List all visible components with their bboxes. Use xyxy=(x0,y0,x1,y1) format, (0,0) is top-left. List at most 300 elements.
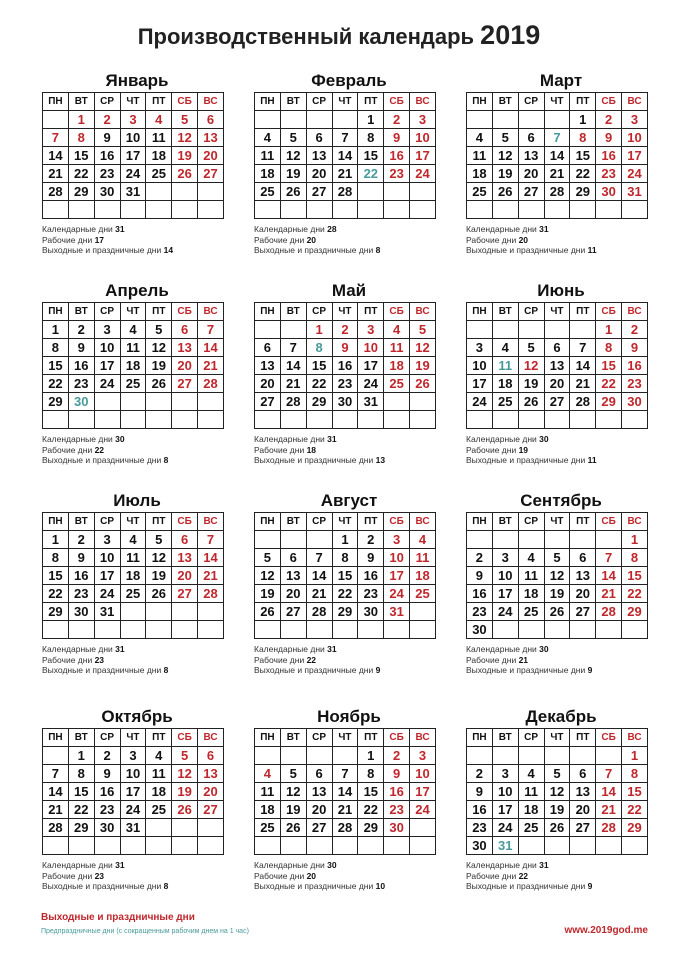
day-cell: 1 xyxy=(332,531,358,549)
day-cell: 15 xyxy=(596,357,622,375)
weekday-header: ВС xyxy=(410,729,436,747)
day-cell: 31 xyxy=(94,603,120,621)
day-cell: 26 xyxy=(146,375,172,393)
empty-cell xyxy=(94,393,120,411)
day-cell: 13 xyxy=(570,783,596,801)
day-cell: 8 xyxy=(68,765,94,783)
weekday-header: СР xyxy=(518,303,544,321)
day-cell: 18 xyxy=(146,147,172,165)
stat-value: 22 xyxy=(94,444,105,455)
stat-line xyxy=(466,644,656,655)
empty-cell xyxy=(622,201,648,219)
day-cell: 25 xyxy=(518,603,544,621)
day-cell: 24 xyxy=(467,393,493,411)
empty-cell xyxy=(467,321,493,339)
day-cell: 9 xyxy=(68,339,94,357)
day-cell: 7 xyxy=(198,321,224,339)
day-cell: 15 xyxy=(306,357,332,375)
empty-cell xyxy=(544,111,570,129)
month-block xyxy=(254,280,444,466)
day-cell: 30 xyxy=(622,393,648,411)
day-cell: 7 xyxy=(43,765,69,783)
empty-cell xyxy=(43,837,69,855)
month-grid xyxy=(254,92,436,219)
empty-cell xyxy=(43,411,69,429)
weekday-header: СР xyxy=(94,303,120,321)
day-cell: 14 xyxy=(544,147,570,165)
empty-cell xyxy=(255,321,281,339)
empty-cell xyxy=(332,621,358,639)
day-cell: 29 xyxy=(68,819,94,837)
day-cell: 22 xyxy=(43,585,69,603)
day-cell: 19 xyxy=(280,165,306,183)
day-cell: 23 xyxy=(68,585,94,603)
day-cell: 16 xyxy=(94,147,120,165)
month-grid xyxy=(254,512,436,639)
empty-cell xyxy=(596,411,622,429)
day-cell: 14 xyxy=(332,147,358,165)
day-cell: 2 xyxy=(467,549,493,567)
empty-cell xyxy=(622,837,648,855)
day-cell: 1 xyxy=(570,111,596,129)
day-cell: 29 xyxy=(43,393,69,411)
day-cell: 18 xyxy=(120,357,146,375)
weekday-header: ВТ xyxy=(492,513,518,531)
day-cell: 5 xyxy=(255,549,281,567)
legend xyxy=(41,912,249,935)
page-title xyxy=(0,20,678,51)
weekday-header: СБ xyxy=(384,93,410,111)
day-cell: 1 xyxy=(596,321,622,339)
day-cell: 15 xyxy=(358,783,384,801)
day-cell: 23 xyxy=(467,603,493,621)
day-cell: 22 xyxy=(358,801,384,819)
weekday-header: ЧТ xyxy=(120,513,146,531)
day-cell: 11 xyxy=(120,339,146,357)
weekday-header: ВС xyxy=(410,513,436,531)
stat-value: 20 xyxy=(518,234,529,245)
day-cell: 20 xyxy=(570,801,596,819)
month-block xyxy=(466,280,656,466)
empty-cell xyxy=(306,747,332,765)
day-cell: 23 xyxy=(94,165,120,183)
stat-label: Рабочие дни xyxy=(254,444,305,455)
empty-cell xyxy=(255,111,281,129)
weekday-header: ПН xyxy=(43,513,69,531)
day-cell: 31 xyxy=(622,183,648,201)
weekday-header: ВТ xyxy=(280,303,306,321)
day-cell: 16 xyxy=(332,357,358,375)
day-cell: 23 xyxy=(94,801,120,819)
weekday-header: ЧТ xyxy=(332,93,358,111)
stat-value: 8 xyxy=(375,245,381,255)
day-cell: 1 xyxy=(306,321,332,339)
day-cell: 2 xyxy=(622,321,648,339)
day-cell: 28 xyxy=(198,585,224,603)
day-cell: 19 xyxy=(146,567,172,585)
day-cell: 16 xyxy=(622,357,648,375)
day-cell: 6 xyxy=(306,765,332,783)
month-grid xyxy=(466,92,648,219)
day-cell: 8 xyxy=(622,765,648,783)
weekday-header: ВТ xyxy=(280,93,306,111)
stat-label: Календарные дни xyxy=(254,224,325,234)
day-cell: 19 xyxy=(172,783,198,801)
day-cell: 26 xyxy=(410,375,436,393)
empty-cell xyxy=(198,837,224,855)
day-cell: 18 xyxy=(467,165,493,183)
day-cell: 10 xyxy=(410,129,436,147)
month-name: Март xyxy=(539,71,583,90)
day-cell: 21 xyxy=(43,801,69,819)
month-block xyxy=(254,490,444,676)
day-cell: 19 xyxy=(410,357,436,375)
day-cell: 24 xyxy=(410,165,436,183)
day-cell: 7 xyxy=(596,765,622,783)
empty-cell xyxy=(358,411,384,429)
day-cell: 6 xyxy=(518,129,544,147)
day-cell: 10 xyxy=(467,357,493,375)
stat-label: Календарные дни xyxy=(254,434,325,444)
day-cell: 16 xyxy=(384,783,410,801)
stat-value: 17 xyxy=(94,234,105,245)
day-cell: 15 xyxy=(622,567,648,585)
weekday-header: ПТ xyxy=(570,729,596,747)
empty-cell xyxy=(146,183,172,201)
day-cell: 16 xyxy=(358,567,384,585)
stat-label: Календарные дни xyxy=(42,860,113,870)
month-name: Сентябрь xyxy=(520,491,602,510)
weekday-header: ВТ xyxy=(280,513,306,531)
weekday-header: ВТ xyxy=(492,729,518,747)
day-cell: 9 xyxy=(94,765,120,783)
stat-line xyxy=(254,871,444,882)
empty-cell xyxy=(94,411,120,429)
day-cell: 5 xyxy=(280,765,306,783)
day-cell: 28 xyxy=(332,819,358,837)
day-cell: 11 xyxy=(518,567,544,585)
day-cell: 10 xyxy=(94,549,120,567)
month-name: Октябрь xyxy=(101,707,173,726)
stat-value: 22 xyxy=(518,870,529,881)
stat-line xyxy=(42,434,232,445)
weekday-header: СР xyxy=(306,303,332,321)
stat-value: 31 xyxy=(327,434,337,444)
day-cell: 30 xyxy=(94,819,120,837)
day-cell: 19 xyxy=(172,147,198,165)
empty-cell xyxy=(198,393,224,411)
stat-line xyxy=(42,224,232,235)
weekday-header: ПН xyxy=(467,729,493,747)
day-cell: 17 xyxy=(120,783,146,801)
empty-cell xyxy=(306,111,332,129)
empty-cell xyxy=(570,621,596,639)
weekday-header: ВС xyxy=(622,303,648,321)
day-cell: 15 xyxy=(358,147,384,165)
day-cell: 8 xyxy=(622,549,648,567)
empty-cell xyxy=(198,411,224,429)
day-cell: 5 xyxy=(280,129,306,147)
weekday-header: СБ xyxy=(596,513,622,531)
day-cell: 10 xyxy=(120,765,146,783)
weekday-header: ЧТ xyxy=(544,513,570,531)
day-cell: 23 xyxy=(467,819,493,837)
legend-preholiday: Предпраздничные дни (с сокращенным рабочим днем на 1 час) xyxy=(41,928,249,935)
day-cell: 19 xyxy=(492,165,518,183)
stat-value: 22 xyxy=(306,654,317,665)
day-cell: 19 xyxy=(280,801,306,819)
empty-cell xyxy=(570,747,596,765)
stat-value: 9 xyxy=(587,881,593,891)
month-block xyxy=(254,706,444,892)
stat-line xyxy=(42,644,232,655)
day-cell: 16 xyxy=(467,585,493,603)
stat-label: Календарные дни xyxy=(254,644,325,654)
day-cell: 30 xyxy=(68,393,94,411)
day-cell: 19 xyxy=(518,375,544,393)
day-cell: 25 xyxy=(146,165,172,183)
day-cell: 7 xyxy=(280,339,306,357)
empty-cell xyxy=(280,531,306,549)
empty-cell xyxy=(410,603,436,621)
day-cell: 7 xyxy=(570,339,596,357)
empty-cell xyxy=(306,531,332,549)
day-cell: 13 xyxy=(280,567,306,585)
empty-cell xyxy=(492,111,518,129)
empty-cell xyxy=(410,837,436,855)
stat-label: Календарные дни xyxy=(466,644,537,654)
day-cell: 21 xyxy=(544,165,570,183)
day-cell: 29 xyxy=(306,393,332,411)
day-cell: 30 xyxy=(332,393,358,411)
day-cell: 25 xyxy=(384,375,410,393)
day-cell: 22 xyxy=(622,801,648,819)
stat-value: 18 xyxy=(306,444,317,455)
day-cell: 16 xyxy=(384,147,410,165)
empty-cell xyxy=(410,183,436,201)
site-link[interactable]: www.2019god.me xyxy=(564,925,648,936)
day-cell: 13 xyxy=(544,357,570,375)
stat-label: Календарные дни xyxy=(42,644,113,654)
day-cell: 2 xyxy=(384,747,410,765)
stat-label: Календарные дни xyxy=(42,434,113,444)
day-cell: 27 xyxy=(544,393,570,411)
day-cell: 26 xyxy=(544,603,570,621)
day-cell: 17 xyxy=(410,783,436,801)
weekday-header: СБ xyxy=(172,93,198,111)
empty-cell xyxy=(384,201,410,219)
day-cell: 3 xyxy=(120,111,146,129)
day-cell: 4 xyxy=(410,531,436,549)
day-cell: 1 xyxy=(622,747,648,765)
empty-cell xyxy=(306,837,332,855)
weekday-header: ПН xyxy=(255,93,281,111)
day-cell: 28 xyxy=(306,603,332,621)
weekday-header: ПТ xyxy=(146,303,172,321)
stat-line xyxy=(42,665,232,676)
day-cell: 3 xyxy=(410,111,436,129)
day-cell: 1 xyxy=(43,321,69,339)
empty-cell xyxy=(492,747,518,765)
day-cell: 2 xyxy=(332,321,358,339)
stat-value: 23 xyxy=(94,654,105,665)
month-block xyxy=(466,70,656,256)
day-cell: 6 xyxy=(306,129,332,147)
stat-label: Выходные и праздничные дни xyxy=(466,665,586,675)
weekday-header: ЧТ xyxy=(332,729,358,747)
day-cell: 28 xyxy=(43,819,69,837)
empty-cell xyxy=(518,747,544,765)
empty-cell xyxy=(280,747,306,765)
day-cell: 28 xyxy=(570,393,596,411)
empty-cell xyxy=(198,183,224,201)
day-cell: 24 xyxy=(622,165,648,183)
day-cell: 9 xyxy=(68,549,94,567)
day-cell: 6 xyxy=(544,339,570,357)
empty-cell xyxy=(172,411,198,429)
day-cell: 3 xyxy=(492,765,518,783)
empty-cell xyxy=(146,411,172,429)
day-cell: 21 xyxy=(570,375,596,393)
stat-label: Рабочие дни xyxy=(466,870,517,881)
empty-cell xyxy=(467,531,493,549)
weekday-header: ПН xyxy=(467,303,493,321)
stat-value: 23 xyxy=(94,870,105,881)
day-cell: 4 xyxy=(518,549,544,567)
stat-value: 31 xyxy=(115,224,125,234)
empty-cell xyxy=(492,321,518,339)
day-cell: 22 xyxy=(306,375,332,393)
day-cell: 1 xyxy=(358,747,384,765)
day-cell: 18 xyxy=(120,567,146,585)
empty-cell xyxy=(146,603,172,621)
empty-cell xyxy=(332,201,358,219)
empty-cell xyxy=(68,621,94,639)
day-cell: 1 xyxy=(622,531,648,549)
day-cell: 28 xyxy=(332,183,358,201)
stat-label: Рабочие дни xyxy=(466,234,517,245)
empty-cell xyxy=(68,411,94,429)
stat-line xyxy=(466,881,656,892)
day-cell: 14 xyxy=(43,147,69,165)
day-cell: 19 xyxy=(255,585,281,603)
weekday-header: ПТ xyxy=(146,93,172,111)
stat-label: Рабочие дни xyxy=(254,870,305,881)
empty-cell xyxy=(518,621,544,639)
day-cell: 8 xyxy=(43,549,69,567)
day-cell: 5 xyxy=(146,531,172,549)
day-cell: 17 xyxy=(94,567,120,585)
month-grid xyxy=(42,728,224,855)
day-cell: 5 xyxy=(518,339,544,357)
day-cell: 17 xyxy=(492,801,518,819)
empty-cell xyxy=(410,201,436,219)
empty-cell xyxy=(146,837,172,855)
month-grid xyxy=(254,728,436,855)
day-cell: 3 xyxy=(622,111,648,129)
empty-cell xyxy=(518,411,544,429)
month-block xyxy=(42,280,232,466)
day-cell: 26 xyxy=(544,819,570,837)
day-cell: 6 xyxy=(198,111,224,129)
stat-line xyxy=(42,235,232,246)
day-cell: 11 xyxy=(518,783,544,801)
day-cell: 10 xyxy=(120,129,146,147)
empty-cell xyxy=(467,111,493,129)
stat-line xyxy=(254,245,444,256)
weekday-header: СР xyxy=(518,93,544,111)
day-cell: 14 xyxy=(43,783,69,801)
month-block xyxy=(42,706,232,892)
day-cell: 27 xyxy=(172,585,198,603)
empty-cell xyxy=(332,747,358,765)
weekday-header: ПТ xyxy=(358,303,384,321)
empty-cell xyxy=(622,411,648,429)
day-cell: 26 xyxy=(146,585,172,603)
empty-cell xyxy=(332,837,358,855)
day-cell: 28 xyxy=(43,183,69,201)
empty-cell xyxy=(544,621,570,639)
day-cell: 15 xyxy=(332,567,358,585)
empty-cell xyxy=(384,183,410,201)
stat-value: 19 xyxy=(518,444,529,455)
day-cell: 11 xyxy=(255,783,281,801)
day-cell: 12 xyxy=(172,129,198,147)
weekday-header: СР xyxy=(518,729,544,747)
stat-value: 30 xyxy=(539,644,549,654)
stat-label: Рабочие дни xyxy=(466,654,517,665)
day-cell: 28 xyxy=(544,183,570,201)
day-cell: 8 xyxy=(306,339,332,357)
day-cell: 4 xyxy=(146,747,172,765)
month-stats xyxy=(466,224,656,256)
empty-cell xyxy=(255,837,281,855)
day-cell: 11 xyxy=(467,147,493,165)
day-cell: 3 xyxy=(384,531,410,549)
day-cell: 7 xyxy=(198,531,224,549)
day-cell: 24 xyxy=(120,801,146,819)
day-cell: 6 xyxy=(280,549,306,567)
weekday-header: СР xyxy=(306,729,332,747)
stat-label: Выходные и праздничные дни xyxy=(466,245,586,255)
day-cell: 13 xyxy=(172,549,198,567)
weekday-header: ЧТ xyxy=(332,303,358,321)
weekday-header: ВТ xyxy=(280,729,306,747)
empty-cell xyxy=(198,201,224,219)
day-cell: 15 xyxy=(622,783,648,801)
empty-cell xyxy=(43,747,69,765)
day-cell: 23 xyxy=(596,165,622,183)
day-cell: 15 xyxy=(43,567,69,585)
month-name: Май xyxy=(331,281,367,300)
weekday-header: ПТ xyxy=(570,93,596,111)
day-cell: 30 xyxy=(68,603,94,621)
day-cell: 13 xyxy=(306,147,332,165)
weekday-header: ЧТ xyxy=(332,513,358,531)
weekday-header: ВС xyxy=(622,513,648,531)
empty-cell xyxy=(120,393,146,411)
stat-label: Календарные дни xyxy=(466,434,537,444)
stat-value: 31 xyxy=(539,224,549,234)
day-cell: 23 xyxy=(358,585,384,603)
day-cell: 20 xyxy=(570,585,596,603)
month-grid xyxy=(42,92,224,219)
empty-cell xyxy=(570,531,596,549)
empty-cell xyxy=(255,201,281,219)
day-cell: 9 xyxy=(467,567,493,585)
day-cell: 9 xyxy=(596,129,622,147)
empty-cell xyxy=(518,111,544,129)
